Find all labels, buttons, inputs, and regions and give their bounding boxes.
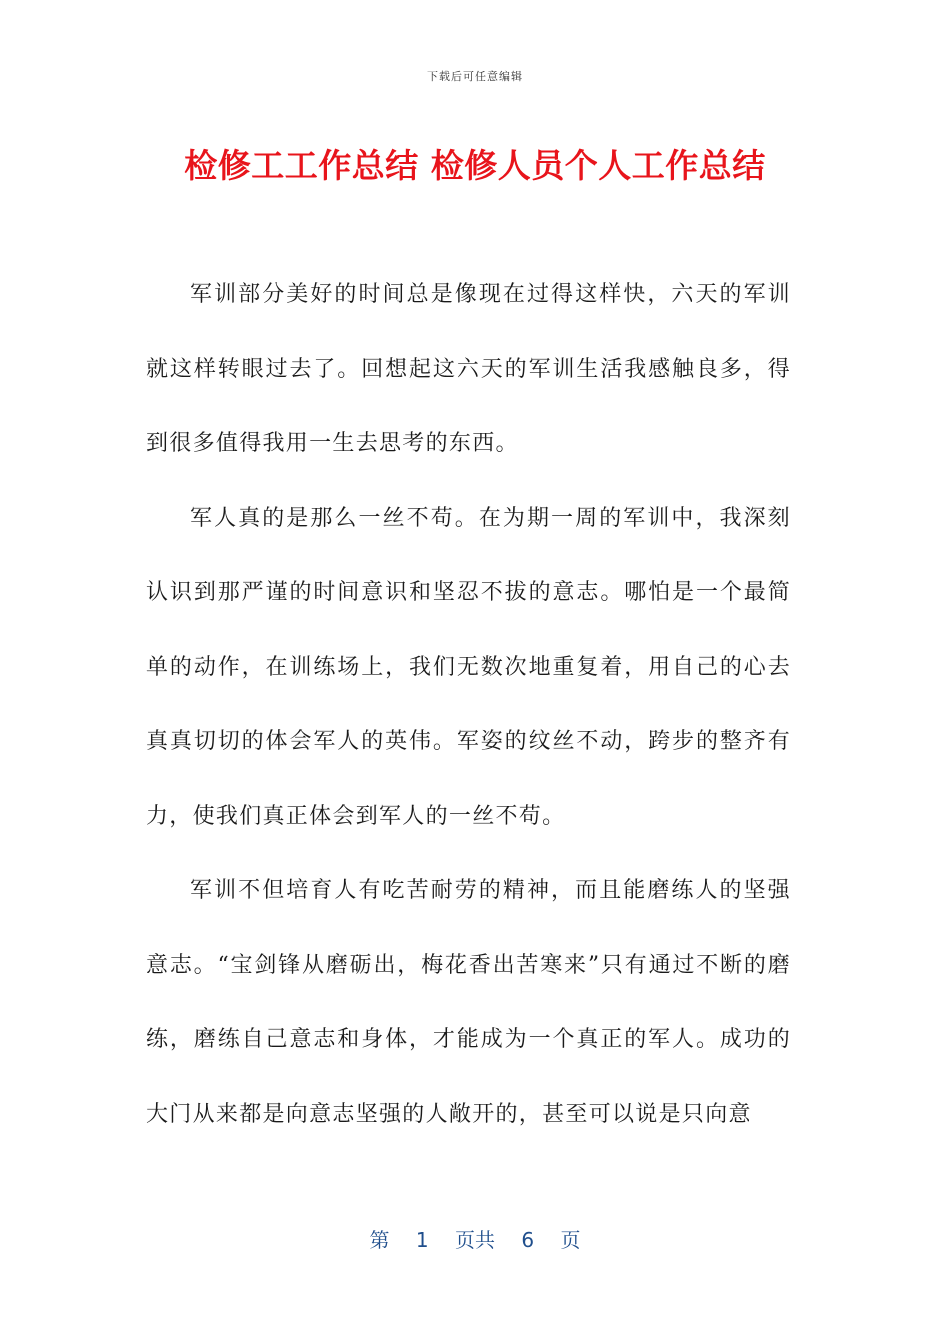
paragraph-2: 军人真的是那么一丝不苟。在为期一周的军训中，我深刻认识到那严谨的时间意识和坚忍不拔的意志。哪怕是一个最简单的动作，在训练场上，我们无数次地重复着，用自己的心去真真切切的体会军人的英伟。军姿的纹丝不动，跨步的整齐有力，使我们真正体会到军人的一丝不苟。 <box>146 505 791 829</box>
paragraph-3: 军训不但培育人有吃苦耐劳的精神，而且能磨练人的坚强意志。“宝剑锋从磨砺出，梅花香出苦寒来”只有通过不断的磨练，磨练自己意志和身体，才能成为一个真正的军人。成功的大门从来都是向意志坚强的人敞开的，甚至可以说是只向意 <box>146 878 791 1127</box>
page-number-footer <box>0 1224 950 1253</box>
page-suffix: 页 <box>560 1228 581 1252</box>
header-note: 下载后可任意编辑 <box>427 70 523 83</box>
paragraph-1: 军训部分美好的时间总是像现在过得这样快，六天的军训就这样转眼过去了。回想起这六天的军训生活我感触良多，得到很多值得我用一生去思考的东西。 <box>146 282 791 456</box>
page-prefix: 第 <box>369 1228 390 1252</box>
page-mid-text: 页共 <box>455 1228 495 1252</box>
document-body <box>146 258 791 1152</box>
document-title: 检修工工作总结 检修人员个人工作总结 <box>184 146 766 185</box>
current-page-number: 1 <box>415 1228 429 1252</box>
total-pages-number: 6 <box>521 1228 535 1252</box>
